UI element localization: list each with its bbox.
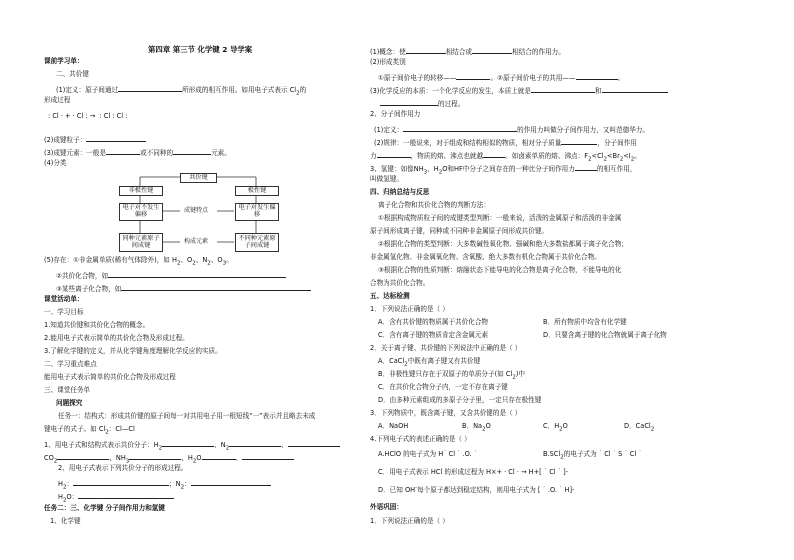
class-activity-heading: 课堂活动单： <box>44 295 84 303</box>
q4-option-a: A.HClO 的电子式为 H˙ Cl ˙ .O. ˙ <box>378 450 478 458</box>
q4-option-c: C．用电子式表示 HCl 的形成过程为 H×+ · Cl · → H+[ ˙ Cl ˙ ]- <box>378 468 569 476</box>
task-1-example: 键电子的式子。如 $Cl_2$：Cl—Cl <box>44 425 135 436</box>
existence-3: ③某些离子化合物，如 <box>56 283 311 293</box>
existence-2: ②共价化合物，如 <box>56 270 286 280</box>
summary-2: ①根据构成物质粒子间的成键类型判断：一般来说，活泼的金属原子和活泼的非金属 <box>378 214 622 222</box>
diagram-same-element: 同种元素原子间成键 <box>119 233 163 252</box>
r-intermolecular: 2、分子间作用力 <box>370 110 421 118</box>
task-1-q1b: $CO_2$ 、$NH_3$ 、$H_2O$ 、 <box>44 452 294 465</box>
pre-study-heading: 课前学习单： <box>44 57 84 65</box>
definition-line: (1)定义：原子间通过 所形成的相互作用。如用电子式表示 $Cl_2$的 <box>56 86 307 97</box>
classification-label: (4)分类 <box>44 159 67 167</box>
diagram-bond-feature: 成键特点 <box>184 207 209 214</box>
section-covalent: 二、共价键 <box>56 70 89 78</box>
diagram-nonpolar-bond: 非极性键 <box>119 186 163 196</box>
r-rule-2: 力 ，物质的熔、沸点也就越 。如卤素单质的熔、沸点：$F_2<Cl_2<Br_2<I_2$。 <box>370 152 641 163</box>
task-1: 任务一：结构式：形成共价键的原子间每一对共用电子用一根短线“一”表示并且略去未成 <box>58 412 316 420</box>
summary-6: ③根据化合物的性质判断：熔融状态下能导电的化合物是离子化合物，不能导电的化 <box>378 266 622 274</box>
summary-5: 非金属氢化物、非金属氧化物、含氧酸、绝大多数有机化合物属于共价化合物。 <box>370 253 601 261</box>
definition-line-2: 形成过程 <box>44 96 71 104</box>
summary-3: 原子间形成离子键，同种或不同种非金属原子间形成共价键。 <box>370 227 549 235</box>
r-essence: (3)化学反应的本质：一个化学反应的发生，本质上就是 和 <box>370 85 668 95</box>
diagram-diff-element: 不同种元素原子间成键 <box>235 233 279 252</box>
question-3: 3．下列物质中，既含离子键，又含共价键的是（ ） <box>370 409 522 417</box>
q1-option-c: C．含有离子键的物质肯定含金属元素 <box>378 331 489 339</box>
goal-2: 2.能用电子式表示简单的共价化合物及形成过程。 <box>44 334 189 342</box>
question-2: 2．关于离子键、共价键的下列说法中正确的是（ ） <box>370 344 522 352</box>
r-types: (2)形成类别 <box>370 58 406 66</box>
r-rule: (2)规律：一般说来，对于组成和结构相似的物质，相对分子质量 ，分子间作用 <box>374 139 637 147</box>
summary-heading: 四、归纳总结与反思 <box>370 188 430 196</box>
lewis-formation: : Cl · + · Cl : → : Cl : Cl : <box>48 112 128 120</box>
q2-option-a: A．CaCl$_2$中既有离子键又有共价键 <box>378 357 481 368</box>
task-1-q2: 2、用电子式表示下列共价分子的形成过程。 <box>58 464 188 472</box>
q3-option-c: C．$H_2O$ <box>543 422 568 433</box>
q4-option-b: B.SCl$_2$的电子式为 ˙ Cl ˙ S ˙ Cl ˙ <box>543 450 642 461</box>
goal-3: 3.了解化学键的定义，并从化学键角度理解化学反应的实质。 <box>44 347 222 355</box>
q1-option-d: D．只要含离子键的化合物就属于离子化物 <box>543 331 667 339</box>
q2-option-d: D．由多种元素组成的多原子分子里，一定只存在极性键 <box>378 396 542 404</box>
task-1-q2-a: $H_2$： ；$N_2$： <box>58 478 271 491</box>
diagram-polar-bond: 极性键 <box>235 186 279 196</box>
q1-option-a: A．含有共价键的物质属于共价化合物 <box>378 318 489 326</box>
diagram-shift: 电子对发生偏移 <box>235 203 279 221</box>
q2-option-c: C．在共价化合物分子内，一定不存在离子键 <box>378 383 508 391</box>
bonding-particles: (2)成键粒子： <box>44 134 146 144</box>
summary-1: 离子化合物和共价化合物的判断方法： <box>378 201 491 209</box>
task-1-q1: 1、用电子式和结构式表示共价分子：$H_2$ 、$N_2$ 、 <box>44 439 340 452</box>
goal-1: 1.知道共价键和共价化合物的概念。 <box>44 321 150 329</box>
diagram-no-shift: 电子对不发生偏移 <box>119 203 163 221</box>
inquiry-heading: 问题探究 <box>56 399 83 407</box>
bonding-elements: (3)成键元素：一般是 或不同种的 元素。 <box>44 149 231 157</box>
summary-7: 合物为共价化合物。 <box>370 279 430 287</box>
page-title: 第四章 第三节 化学键 2 导学案 <box>148 45 253 54</box>
summary-4: ②根据化合物的类型判断：大多数碱性氧化物、强碱和绝大多数盐都属于离子化合物； <box>378 240 628 248</box>
r-types-detail: ①原子间价电子的转移—— 。②原子间价电子的共用—— 。 <box>378 74 625 82</box>
key-points-heading: 二、学习重点难点 <box>44 360 97 368</box>
r-hbond-2: 叫做氢键。 <box>370 175 403 183</box>
q3-option-d: D．CaCl$_2$ <box>624 422 655 433</box>
check-heading: 五、达标检测 <box>370 292 410 300</box>
q3-option-b: B．$Na_2O$ <box>462 422 491 433</box>
diagram-covalent-bond: 共价键 <box>180 173 217 183</box>
key-points-text: 能用电子式表示简单的共价化合物及形成过程 <box>44 373 176 381</box>
task-heading: 三、课堂任务单 <box>44 386 91 394</box>
r-concept: (1)概念：使 相结合或 相结合的作用力。 <box>370 48 565 56</box>
task-2: 任务二：三、化学键 分子间作用力和氢键 <box>44 504 165 512</box>
consolidation-heading: 外语巩固： <box>370 503 403 511</box>
r-hbond: 3、氢键：如像$NH_3$、$H_2O$和HF中分子之间存在的一种比分子间作用力 的相互作用， <box>370 165 637 176</box>
q2-option-b: B．非极性键只存在于双原子的单质分子(如 $Cl_2$)中 <box>378 370 525 381</box>
q1-option-b: B．所有物质中均含有化学键 <box>543 318 627 326</box>
q4-option-d: D．已知 OH-每个原子都达到稳定结构，则用电子式为 [ ˙ .O. ˙ H]- <box>378 485 575 495</box>
task-2-sub: 1、化学键 <box>50 517 81 525</box>
existence-1: (5)存在：①非金属单质(稀有气体除外)，如 $H_2$、$O_2$、$N_2$、$O_3$。 <box>44 256 233 267</box>
question-4: 4.下列电子式的表述正确的是（ ） <box>370 435 471 443</box>
diagram-elements: 构成元素 <box>184 238 209 245</box>
r-def: (1)定义： 的作用力叫做分子间作用力，又叫范德华力。 <box>374 126 649 134</box>
q3-option-a: A．NaOH <box>378 422 409 430</box>
consolidation-q1: 1．下列说法正确的是（ ） <box>370 517 449 525</box>
task-1-q2-b: $H_2O$： <box>58 491 174 504</box>
question-1: 1．下列说法正确的是（ ） <box>370 305 449 313</box>
goals-heading: 一、学习目标 <box>44 308 84 316</box>
r-essence-2: 的过程。 <box>380 98 464 108</box>
